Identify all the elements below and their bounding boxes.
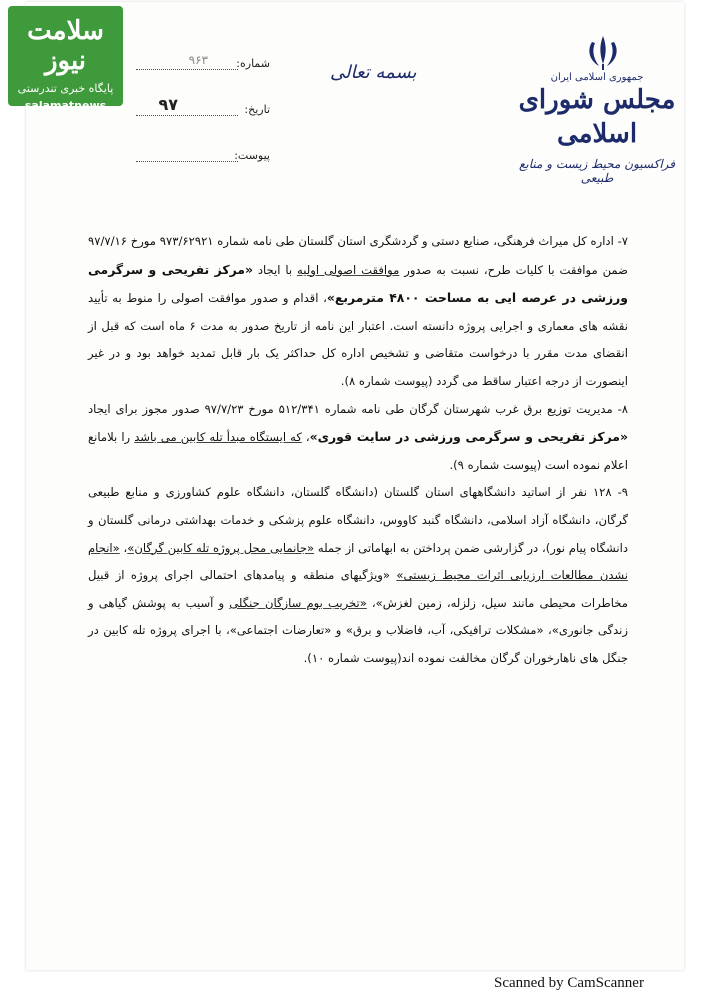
number-value: ۹۶۳ bbox=[188, 52, 208, 67]
p8-underline-1: که ایستگاه مبدأ تله کابین می باشد bbox=[134, 430, 302, 445]
p9-text-2: ، bbox=[119, 540, 128, 555]
watermark-tagline: پایگاه خبری تندرستی bbox=[17, 82, 114, 95]
paragraph-9 bbox=[88, 479, 628, 672]
paragraph-8 bbox=[88, 396, 628, 480]
p9-underline-2: «انجام نشدن مطالعات ارزیابی اثرات محیط زیستی» bbox=[88, 540, 628, 583]
p7-bold-1: «مرکز تفریحی و سرگرمی ورزشی در عرصه ایی به مساحت ۴۸۰۰ مترمربع» bbox=[88, 261, 628, 306]
number-row bbox=[130, 40, 270, 86]
iran-emblem-icon bbox=[583, 34, 623, 72]
date-value: ۹۷ bbox=[158, 94, 178, 114]
p9-underline-3: «تخریب بوم سازگان جنگلی bbox=[229, 595, 367, 610]
basmala: بسمه تعالی bbox=[330, 62, 417, 83]
p7-text-2: با ایجاد bbox=[252, 262, 298, 277]
watermark-domain: salamatnews bbox=[24, 99, 107, 112]
p8-bold-1: «مرکز تفریحی و سرگرمی ورزشی در سایت قوری» bbox=[309, 429, 628, 445]
paragraph-7 bbox=[88, 228, 628, 396]
p9-underline-1: «جانمایی محل پروژه تله کابین گرگان» bbox=[127, 540, 315, 555]
p9-text-4: و آسیب به پوشش گیاهی و زندگی جانوری»، «مشکلات ترافیکی، آب، فاضلاب و برق» و «تعارضات اجتماعی»، با اجرای پروژه تله کابین در جنگل های ناهارخوران گرگان مخالفت نموده اند(پیوست شماره ۱۰). bbox=[88, 595, 628, 665]
date-line bbox=[136, 94, 238, 116]
watermark-brand: سلامت نیوز bbox=[27, 16, 104, 76]
p9-text-3: «ویژگیهای منطقه و پیامدهای احتمالی اجرای پروژه از قبیل مخاطرات محیطی مانند سیل، زلزله، زمین لغزش»، bbox=[88, 568, 628, 610]
p9-text-1: ۹- ۱۲۸ نفر از اساتید دانشگاههای استان گلستان (دانشگاه گلستان، دانشگاه علوم کشاورزی و منابع طبیعی گرگان، دانشگاه آزاد اسلامی، دانشگاه گنبد کاووس، دانشگاه علوم پزشکی و خدمات بهداشتی درمانی گلستان و دانشگاه پیام نور)، در گزارشی ضمن پرداختن به ابهاماتی از جمله bbox=[88, 485, 628, 555]
p7-text-1: ۷- اداره کل میراث فرهنگی، صنایع دستی و گردشگری استان گلستان طی نامه شماره ۹۷۳/۶۲۹۲۱ مورخ ۹۷/۷/۱۶ ضمن موافقت با کلیات طرح، نسبت به صدور bbox=[88, 234, 628, 277]
date-row bbox=[130, 86, 270, 132]
p8-text-2: ، bbox=[301, 430, 310, 445]
letter-meta bbox=[130, 40, 270, 178]
attachment-line bbox=[136, 149, 238, 162]
number-label: شماره: bbox=[236, 56, 270, 70]
p7-text-3: ، اقدام و صدور موافقت اصولی را منوط به تأیید نقشه های معماری و اجرایی پروژه دانسته است. اعتبار این نامه از تاریخ صدور به مدت ۶ ماه است که قبل از انقضای مدت مقرر با درخواست متقاضی و تشخیص اداره کل حداکثر یک بار قابل تمدید خواهد بود و در غیر اینصورت از درجه اعتبار ساقط می گردد (پیوست شماره ۸). bbox=[88, 291, 628, 388]
majlis-header bbox=[517, 72, 677, 185]
date-label: تاریخ: bbox=[244, 102, 270, 116]
fraksion-title: فراکسیون محیط زیست و منابع طبیعی bbox=[518, 157, 676, 185]
letter-body bbox=[88, 228, 628, 673]
p8-text-3: را بلامانع اعلام نموده است (پیوست شماره ۹). bbox=[88, 430, 628, 472]
republic-label: جمهوری اسلامی ایران bbox=[550, 72, 644, 83]
watermark-badge bbox=[8, 6, 123, 112]
attachment-row bbox=[130, 132, 270, 178]
p7-underline-1: موافقت اصولی اولیه bbox=[297, 262, 400, 277]
attachment-label: پیوست: bbox=[234, 148, 270, 162]
scanner-footer: Scanned by CamScanner bbox=[494, 975, 644, 991]
p8-text-1: ۸- مدیریت توزیع برق غرب شهرستان گرگان طی نامه شماره ۵۱۲/۳۴۱ مورخ ۹۷/۷/۲۳ صدور مجوز برای ایجاد bbox=[88, 401, 628, 416]
number-line bbox=[136, 52, 238, 70]
majlis-title: مجلس شورای اسلامی bbox=[518, 85, 676, 149]
